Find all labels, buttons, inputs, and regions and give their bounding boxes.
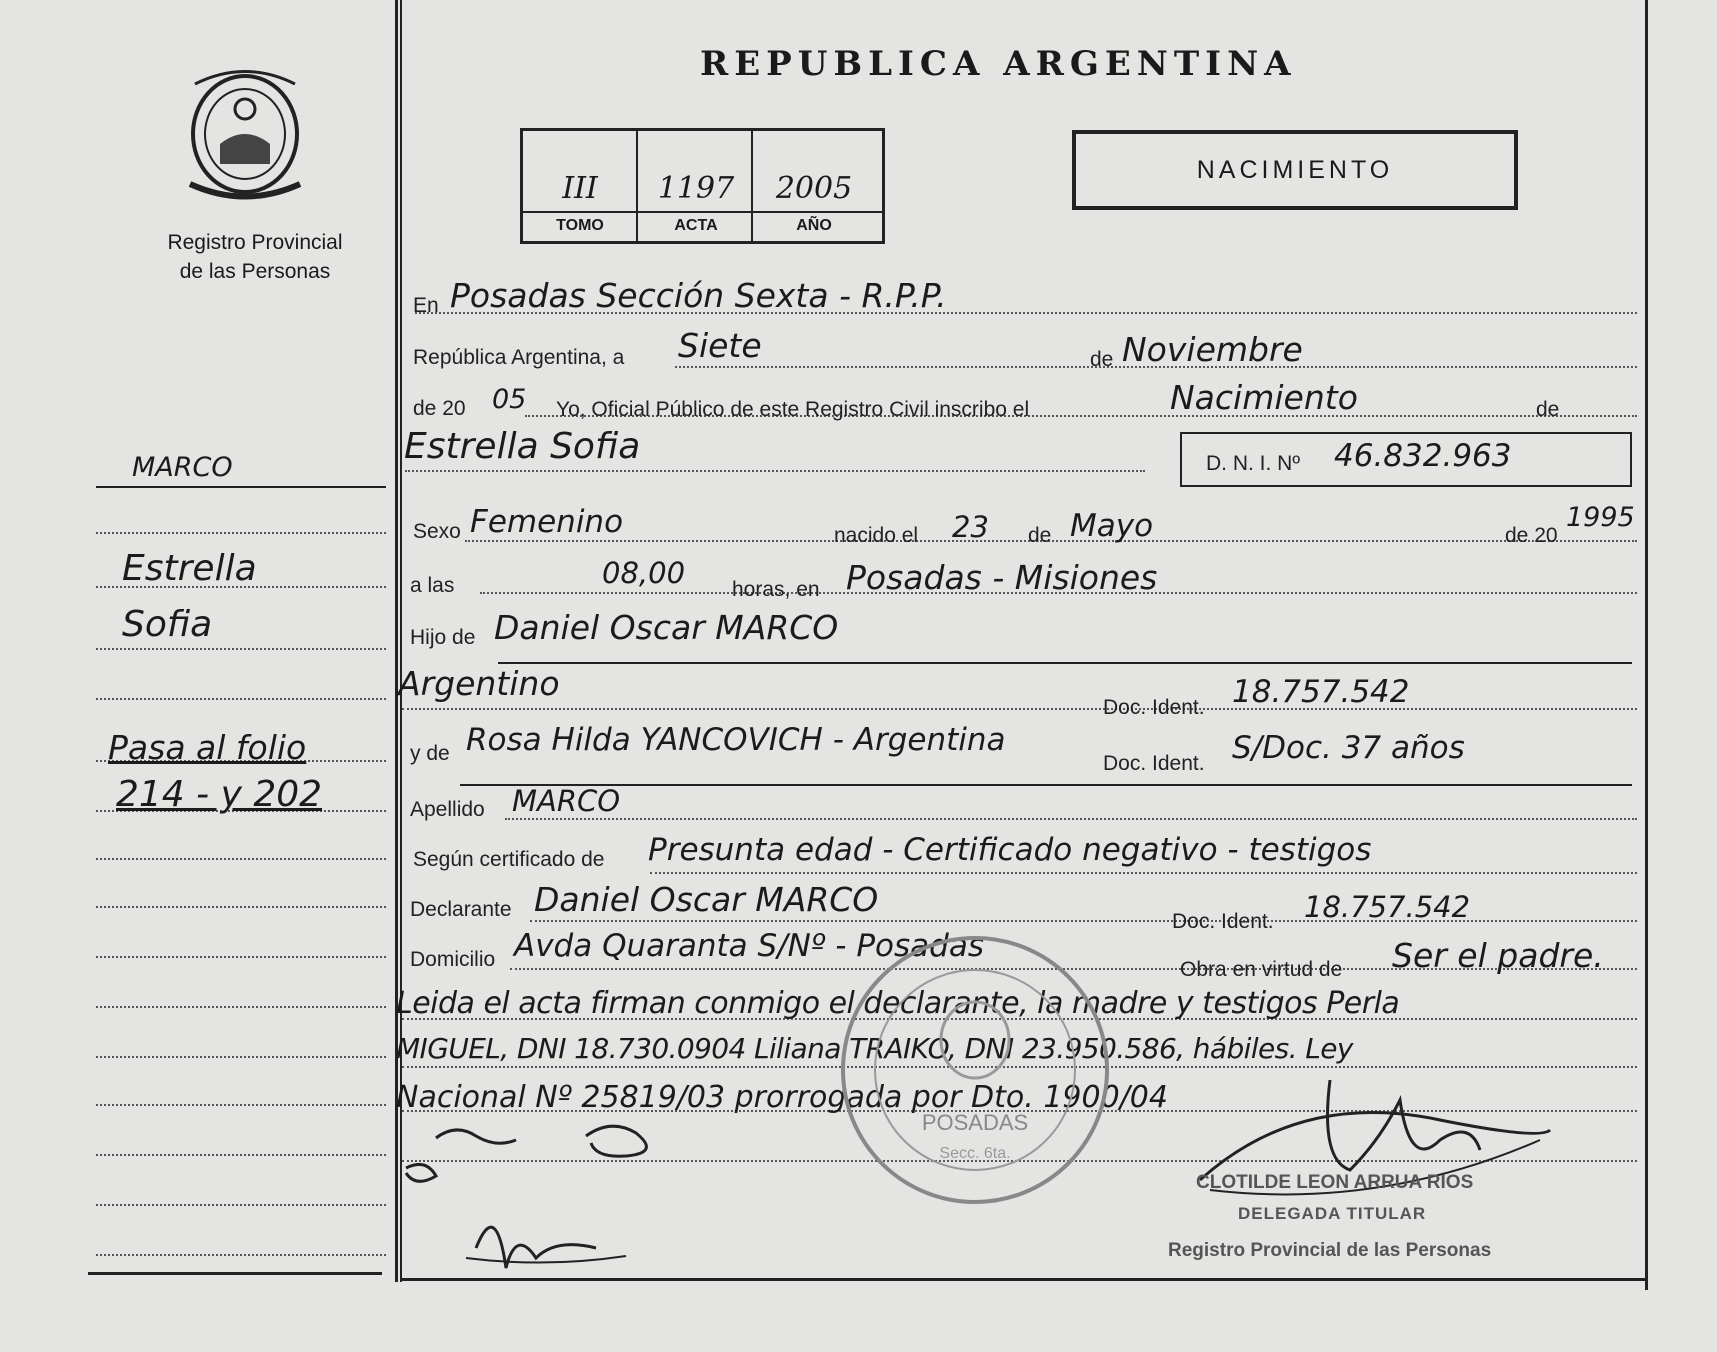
domicilio-label: Domicilio: [410, 948, 496, 971]
obra-label: Obra en virtud de: [1180, 958, 1343, 981]
lugar-value: Posadas - Misiones: [846, 558, 1158, 597]
obra-value: Ser el padre.: [1392, 936, 1604, 975]
anio-registro-value: 05: [492, 384, 527, 415]
madre-value: Rosa Hilda YANCOVICH - Argentina: [466, 722, 1006, 758]
dni-box: [1180, 432, 1632, 487]
nombre-value: Estrella Sofia: [404, 426, 641, 467]
record-type-label: NACIMIENTO: [1196, 156, 1394, 184]
country-title: REPUBLICA ARGENTINA: [700, 44, 1297, 84]
right-border-line: [1645, 0, 1648, 1290]
delegada-title: DELEGADA TITULAR: [1238, 1204, 1427, 1223]
tomo-value: III: [562, 171, 598, 206]
acta-label: ACTA: [674, 217, 718, 234]
observaciones-linea-2: MIGUEL, DNI 18.730.0904 Liliana TRAIKO, DNI 23.950.586, hábiles. Ley: [396, 1032, 1353, 1065]
reference-box: [520, 128, 885, 244]
margin-apellido: MARCO: [132, 452, 233, 483]
yo-label: Yo, Oficial Público de este Registro Civil inscribo el: [556, 398, 1030, 421]
apellido-value: MARCO: [512, 784, 621, 818]
republica-label: República Argentina, a: [413, 346, 625, 369]
stamp-city: POSADAS: [921, 1110, 1029, 1135]
padre-doc-value: 18.757.542: [1232, 674, 1410, 710]
nacido-de-label: de: [1028, 524, 1052, 547]
anio-value: 2005: [775, 171, 853, 206]
yde-label: y de: [410, 742, 450, 765]
declarante-label: Declarante: [410, 898, 512, 921]
domicilio-value: Avda Quaranta S/Nº - Posadas: [514, 928, 984, 964]
dni-value: 46.832.963: [1334, 438, 1512, 474]
observaciones-linea-1: Leida el acta firman conmigo el declarante, la madre y testigos Perla: [396, 986, 1400, 1021]
nacido-anio: 1995: [1566, 502, 1635, 533]
acta-value: 1197: [657, 171, 735, 206]
segun-label: Según certificado de: [413, 848, 605, 871]
signature-marks-icon: [396, 1118, 716, 1288]
delegada-name: CLOTILDE LEON ARRUA RIOS: [1196, 1172, 1474, 1193]
madre-doc-value: S/Doc. 37 años: [1232, 730, 1465, 766]
apellido-label: Apellido: [410, 798, 485, 821]
dni-label: D. N. I. Nº: [1206, 452, 1301, 475]
en-label: En: [413, 294, 439, 317]
observaciones-linea-3: Nacional Nº 25819/03 prorrogada por Dto. 1900/04: [396, 1080, 1168, 1115]
nacido-label: nacido el: [834, 524, 919, 547]
certificado-value: Presunta edad - Certificado negativo - testigos: [648, 832, 1372, 868]
record-type-box: [1072, 130, 1518, 210]
padre-doc-label: Doc. Ident.: [1103, 696, 1205, 719]
nacido-dia: 23: [952, 510, 989, 544]
de-end-label: de: [1536, 398, 1560, 421]
margin-nombre-2: Sofia: [122, 604, 213, 645]
mes-de-label: de: [1090, 348, 1114, 371]
padre-nacionalidad: Argentino: [398, 664, 560, 703]
margin-nota-1: Pasa al folio: [108, 728, 307, 767]
de20-label: de 20: [413, 397, 466, 420]
registry-name: [130, 228, 380, 286]
stamp-section: Secc. 6ta.: [939, 1145, 1011, 1162]
official-stamp-icon: [835, 930, 1115, 1210]
registry-line-2: de las Personas: [179, 260, 331, 283]
registry-line-1: Registro Provincial: [167, 231, 343, 254]
madre-doc-label: Doc. Ident.: [1103, 752, 1205, 775]
padre-value: Daniel Oscar MARCO: [494, 608, 839, 647]
tomo-label: TOMO: [556, 217, 604, 234]
dia-value: Siete: [678, 326, 762, 365]
hora-value: 08,00: [602, 556, 686, 590]
declarante-doc-label: Doc. Ident.: [1172, 910, 1274, 933]
inscribo-value: Nacimiento: [1170, 378, 1358, 417]
margin-nota-2: 214 - y 202: [116, 774, 323, 815]
bottom-border-line-left: [88, 1272, 382, 1275]
margin-nombre-1: Estrella: [122, 548, 257, 589]
en-value: Posadas Sección Sexta - R.P.P.: [450, 276, 947, 315]
anio-label: AÑO: [796, 217, 832, 234]
declarante-value: Daniel Oscar MARCO: [534, 880, 879, 919]
declarante-doc-value: 18.757.542: [1304, 890, 1471, 924]
mes-value: Noviembre: [1122, 330, 1303, 369]
horas-label: horas, en: [732, 578, 820, 601]
sexo-value: Femenino: [470, 504, 624, 540]
delegada-office: Registro Provincial de las Personas: [1168, 1240, 1492, 1261]
provincial-seal-icon: [180, 64, 310, 204]
hijo-label: Hijo de: [410, 626, 476, 649]
alas-label: a las: [410, 574, 455, 597]
nacido-mes: Mayo: [1070, 508, 1154, 544]
nacido-de20-label: de 20: [1505, 524, 1558, 547]
sexo-label: Sexo: [413, 520, 461, 543]
